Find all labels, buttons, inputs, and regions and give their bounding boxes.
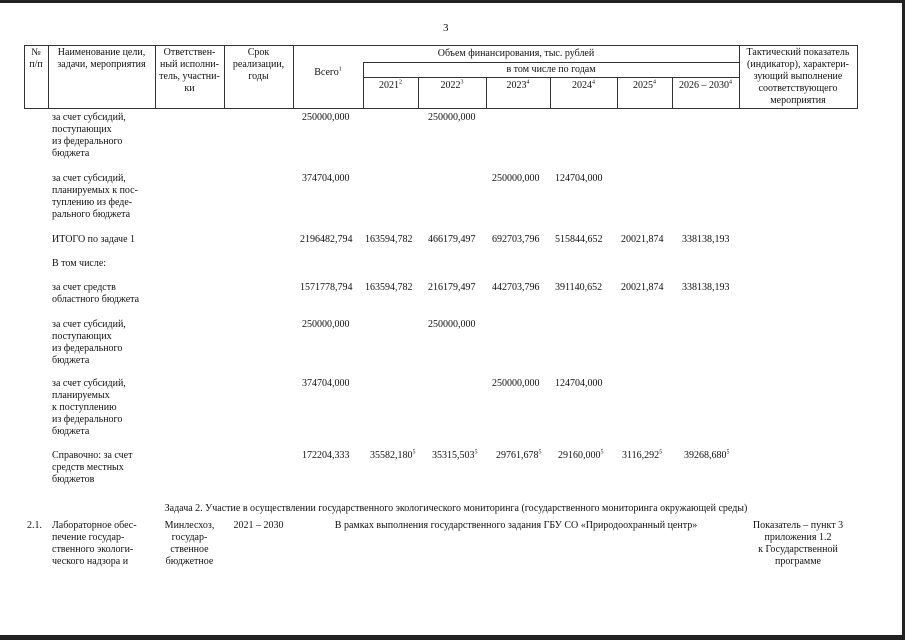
item-term: 2021 – 2030 xyxy=(233,520,284,531)
header-total: Всего$^1$ xyxy=(314,66,342,78)
row-total: 374704,000 xyxy=(302,173,350,184)
row-2025: 20021,874 xyxy=(621,282,664,293)
header-indicator: Тактический показатель (индикатор), характери- зующий выполнение соответствующего мероприятия xyxy=(746,47,850,106)
header-year-2022: 2022$^3$ xyxy=(440,79,464,91)
row-2026-2030: 338138,193 xyxy=(682,282,730,293)
header-year-2025: 2025$^4$ xyxy=(633,79,656,91)
row-2025: 3116,292$^5$ xyxy=(622,449,663,461)
header-by-years: в том числе по годам xyxy=(506,64,596,75)
page-number: 3 xyxy=(443,22,449,34)
row-2023: 29761,678$^5$ xyxy=(496,449,542,461)
item-funding-text: В рамках выполнения государственного задания ГБУ СО «Природоохранный центр» xyxy=(334,520,698,531)
row-2025: 20021,874 xyxy=(621,234,664,245)
header-num: № п/п xyxy=(29,47,43,70)
row-2024: 124704,000 xyxy=(555,378,603,389)
item-number: 2.1. xyxy=(27,520,42,531)
row-2023: 250000,000 xyxy=(492,173,540,184)
row-label: за счет средств областного бюджета xyxy=(52,282,140,305)
row-2024: 515844,652 xyxy=(555,234,603,245)
row-2026-2030: 39268,680$^5$ xyxy=(684,449,730,461)
header-year-2024: 2024$^4$ xyxy=(572,79,595,91)
row-total: 250000,000 xyxy=(302,319,350,330)
header-funding: Объем финансирования, тыс. рублей xyxy=(437,48,595,59)
row-2021: 163594,782 xyxy=(365,282,413,293)
header-term: Срок реализации, годы xyxy=(232,47,285,82)
row-total: 1571778,794 xyxy=(300,282,353,293)
row-label: за счет субсидий, поступающих из федерального бюджета xyxy=(52,319,126,366)
row-label: за счет субсидий, поступающих из федерального бюджета xyxy=(52,112,126,159)
row-label: ИТОГО по задаче 1 xyxy=(52,234,136,245)
row-total: 172204,333 xyxy=(302,450,350,461)
row-2023: 442703,796 xyxy=(492,282,540,293)
row-label: Справочно: за счет средств местных бюджетов xyxy=(52,450,133,485)
row-2024: 29160,000$^5$ xyxy=(558,449,604,461)
row-2024: 391140,652 xyxy=(555,282,603,293)
row-2022: 216179,497 xyxy=(428,282,476,293)
row-2021: 163594,782 xyxy=(365,234,413,245)
row-label: за счет субсидий, планируемых к пос- туплению из феде- рального бюджета xyxy=(52,173,138,220)
row-total: 250000,000 xyxy=(302,112,350,123)
row-2022: 250000,000 xyxy=(428,319,476,330)
row-2021: 35582,180$^5$ xyxy=(370,449,416,461)
row-2022: 35315,503$^5$ xyxy=(432,449,478,461)
item-indicator: Показатель – пункт 3 приложения 1.2 к Государственной программе xyxy=(752,520,844,567)
row-2026-2030: 338138,193 xyxy=(682,234,730,245)
row-2024: 124704,000 xyxy=(555,173,603,184)
item-responsible: Минлесхоз, государ- ственное бюджетное xyxy=(164,520,215,567)
header-year-2021: 2021$^2$ xyxy=(379,79,402,91)
row-total: 2196482,794 xyxy=(300,234,353,245)
scan-border-bottom xyxy=(0,635,905,640)
item-name: Лабораторное обес- печение государ- ственного экологи- ческого надзора и xyxy=(52,520,137,567)
header-year-2026-2030: 2026 – 2030$^4$ xyxy=(679,79,732,91)
row-label: В том числе: xyxy=(52,258,107,269)
row-2022: 466179,497 xyxy=(428,234,476,245)
row-2022: 250000,000 xyxy=(428,112,476,123)
row-total: 374704,000 xyxy=(302,378,350,389)
task2-heading: Задача 2. Участие в осуществлении государственного экологического мониторинга (государственного мониторинга окружающей среды) xyxy=(164,503,748,514)
header-year-2023: 2023$^4$ xyxy=(506,79,530,91)
header-name: Наименование цели, задачи, мероприятия xyxy=(57,47,146,70)
row-2023: 692703,796 xyxy=(492,234,540,245)
header-responsible: Ответствен- ный исполни- тель, участни- ки xyxy=(159,47,220,94)
scan-border-top xyxy=(0,0,905,3)
row-2023: 250000,000 xyxy=(492,378,540,389)
row-label: за счет субсидий, планируемых к поступлению из федерального бюджета xyxy=(52,378,126,437)
